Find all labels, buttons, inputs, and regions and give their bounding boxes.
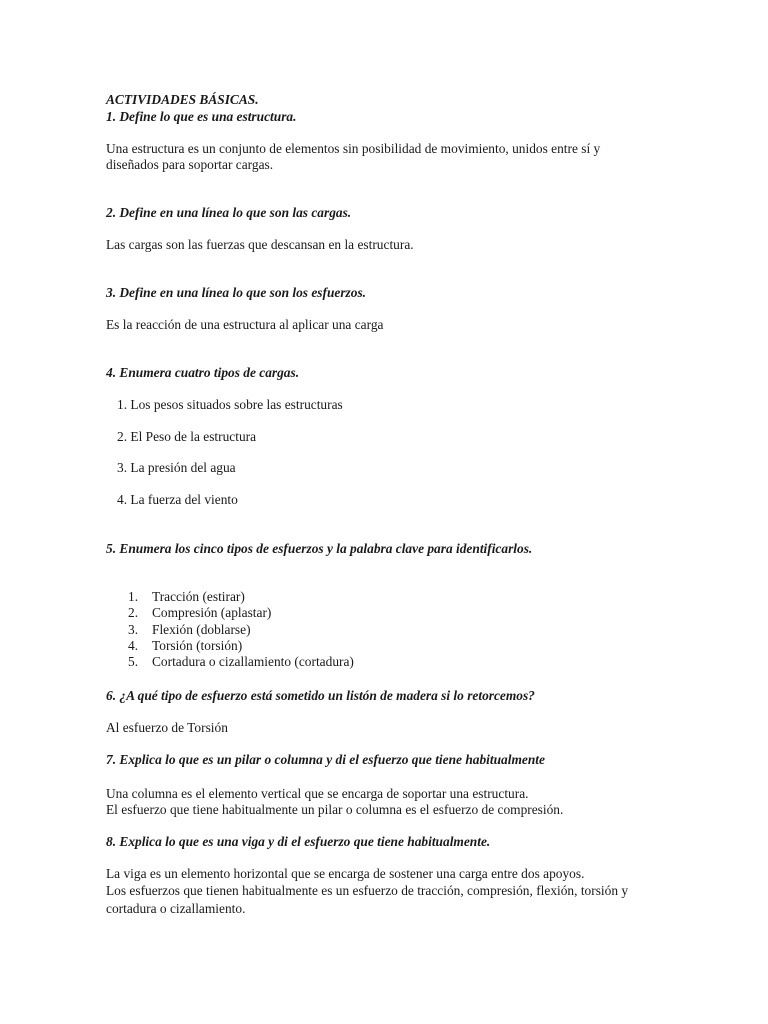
stress-item-number: 4. — [128, 638, 139, 653]
question-8: 8. Explica lo que es una viga y di el esfuerzo que tiene habitualmente. — [106, 834, 491, 849]
load-type-item: 4. La fuerza del viento — [117, 492, 238, 507]
stress-item-number: 5. — [128, 654, 139, 669]
stress-item-number: 3. — [128, 622, 139, 637]
answer-6: Al esfuerzo de Torsión — [106, 720, 228, 735]
answer-7-line-1: Una columna es el elemento vertical que se encarga de soportar una estructura. — [106, 786, 529, 801]
question-1: 1. Define lo que es una estructura. — [106, 109, 297, 124]
load-type-item: 2. El Peso de la estructura — [117, 429, 257, 444]
stress-item-text: Flexión (doblarse) — [152, 622, 251, 637]
load-type-item: 3. La presión del agua — [117, 460, 236, 475]
page-title: ACTIVIDADES BÁSICAS. — [106, 92, 259, 107]
question-5: 5. Enumera los cinco tipos de esfuerzos y la palabra clave para identificarlos. — [106, 541, 533, 556]
stress-item-text: Compresión (aplastar) — [152, 605, 272, 620]
question-7: 7. Explica lo que es un pilar o columna y di el esfuerzo que tiene habitualmente — [106, 752, 545, 767]
stress-item-number: 1. — [128, 589, 139, 604]
question-3: 3. Define en una línea lo que son los esfuerzos. — [106, 285, 367, 300]
answer-3: Es la reacción de una estructura al aplicar una carga — [106, 317, 384, 332]
answer-1-line-2: diseñados para soportar cargas. — [106, 157, 274, 172]
question-6: 6. ¿A qué tipo de esfuerzo está sometido un listón de madera si lo retorcemos? — [106, 688, 535, 703]
answer-2: Las cargas son las fuerzas que descansan en la estructura. — [106, 237, 414, 252]
question-2: 2. Define en una línea lo que son las cargas. — [106, 205, 352, 220]
answer-1-line-1: Una estructura es un conjunto de elementos sin posibilidad de movimiento, unidos entre sí y — [106, 141, 601, 156]
answer-8-line-1: La viga es un elemento horizontal que se encarga de sostener una carga entre dos apoyos. — [106, 866, 585, 881]
stress-item-number: 2. — [128, 605, 139, 620]
stress-item-text: Tracción (estirar) — [152, 589, 245, 604]
stress-item-text: Cortadura o cizallamiento (cortadura) — [152, 654, 354, 669]
answer-8-line-2: Los esfuerzos que tienen habitualmente es un esfuerzo de tracción, compresión, flexión, torsión y — [106, 883, 629, 898]
answer-8-line-3: cortadura o cizallamiento. — [106, 901, 246, 916]
stress-item-text: Torsión (torsión) — [152, 638, 243, 653]
answer-7-line-2: El esfuerzo que tiene habitualmente un pilar o columna es el esfuerzo de compresión. — [106, 802, 564, 817]
question-4: 4. Enumera cuatro tipos de cargas. — [106, 365, 300, 380]
load-type-item: 1. Los pesos situados sobre las estructuras — [117, 397, 343, 412]
